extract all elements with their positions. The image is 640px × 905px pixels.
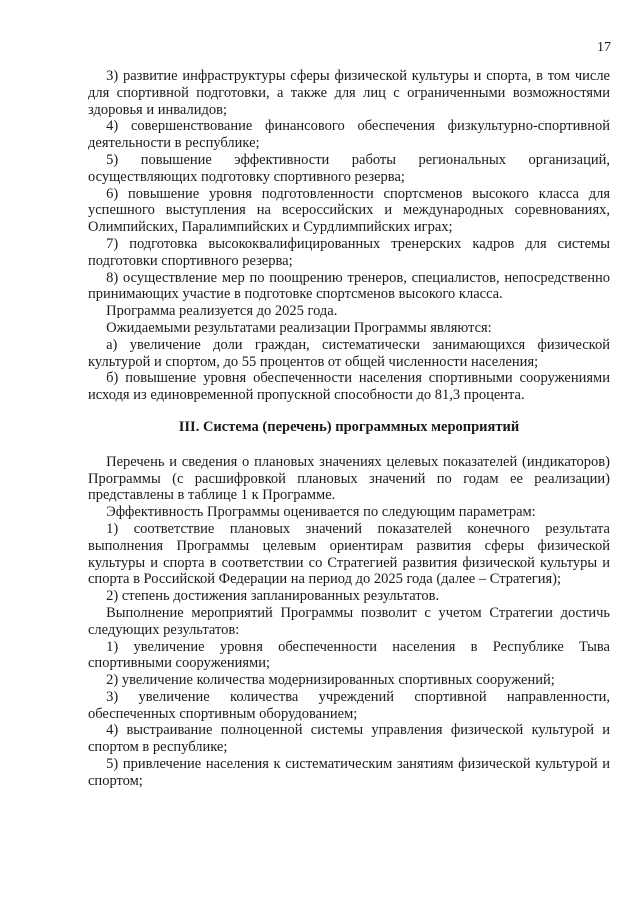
paragraph-result-a: а) увеличение доли граждан, систематически занимающихся физической культурой и спортом, до 55 процентов от общей численности населения; [88,336,610,370]
paragraph-implementation: Выполнение мероприятий Программы позволит с учетом Стратегии достичь следующих результатов: [88,604,610,638]
paragraph-outcome-5: 5) привлечение населения к систематическим занятиям физической культурой и спортом; [88,756,610,789]
paragraph-expected-results: Ожидаемыми результатами реализации Программы являются: [106,319,492,336]
paragraph-outcome-3: 3) увеличение количества учреждений спортивной направленности, обеспеченных спортивным оборудованием; [88,688,610,722]
document-body [88,68,610,790]
paragraph-outcome-2: 2) увеличение количества модернизированных спортивных сооружений; [106,672,555,689]
paragraph-param-1: 1) соответствие плановых значений показателей конечного результата выполнения Программы целевым ориентирам развития сферы физической культуры и спорта в соответствии со Стратегией развития физической культуры и спорта в Российской Федерации на период до 2025 года (далее – Стратегия); [88,520,610,588]
paragraph-item-3: 3) развитие инфраструктуры сферы физической культуры и спорта, в том числе для спортивной подготовки, а также для лиц с ограниченными возможностями здоровья и инвалидов; [88,68,610,118]
paragraph-item-6: 6) повышение уровня подготовленности спортсменов высокого класса для успешного выступления на всероссийских и международных соревнованиях, Олимпийских, Паралимпийских и Сурдлимпийских играх; [88,185,610,236]
section-heading: III. Система (перечень) программных мероприятий [178,418,520,435]
paragraph-item-8: 8) осуществление мер по поощрению тренеров, специалистов, непосредственно принимающих участие в подготовке спортсменов высокого класса. [88,269,610,303]
paragraph-program-term: Программа реализуется до 2025 года. [106,303,338,320]
paragraph-item-5: 5) повышение эффективности работы региональных организаций, осуществляющих подготовку спортивного резерва; [88,151,610,185]
paragraph-param-2: 2) степень достижения запланированных результатов. [106,588,440,605]
paragraph-outcome-4: 4) выстраивание полноценной системы управления физической культурой и спортом в республике; [88,722,610,756]
paragraph-indicators: Перечень и сведения о плановых значениях целевых показателей (индикаторов) Программы (с расшифровкой плановых значений по годам ее реализации) представлены в таблице 1 к Программе. [88,453,610,504]
paragraph-item-7: 7) подготовка высококвалифицированных тренерских кадров для системы подготовки спортивного резерва; [88,235,610,269]
paragraph-result-b: б) повышение уровня обеспеченности населения спортивными сооружениями исходя из единовременной пропускной способности до 81,3 процента. [88,370,610,404]
paragraph-outcome-1: 1) увеличение уровня обеспеченности населения в Республике Тыва спортивными сооружениями; [88,638,610,672]
page-number: 17 [597,40,611,55]
paragraph-item-4: 4) совершенствование финансового обеспечения физкультурно-спортивной деятельности в республике; [88,118,610,152]
paragraph-efficiency: Эффективность Программы оценивается по следующим параметрам: [106,504,536,521]
